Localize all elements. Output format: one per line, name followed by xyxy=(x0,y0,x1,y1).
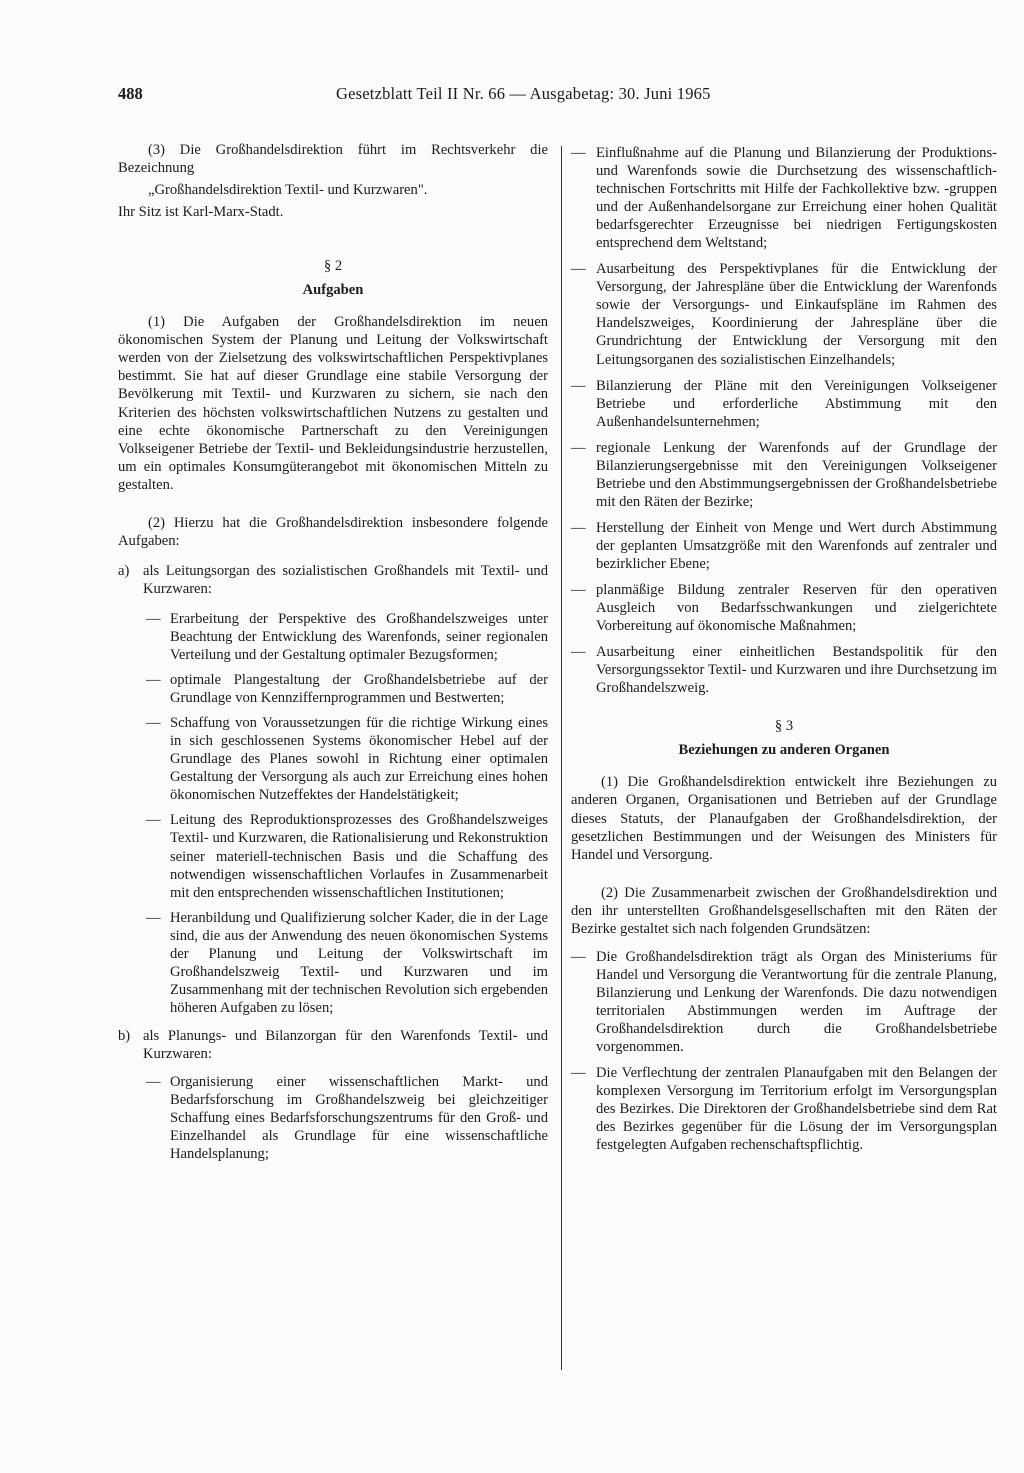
list-item-text: Ausarbeitung des Perspektivplanes für die Entwicklung der Versorgung, der Jahrespläne über die Entwicklung der Warenfonds sowie der Versorgungs- und Einkaufspläne im Rahmen des Handelszweiges, Koordinierung der Jahrespläne über die Grundrichtung der Entwicklung der Versorgung mit den Leitungsorganen des sozialistischen Einzelhandels; xyxy=(596,261,997,368)
list-item-text: Heranbildung und Qualifizierung solcher Kader, die in der Lage sind, die aus der Anwendung des neuen ökonomischen Systems der Planung und Leitung der Volkswirtschaft im Großhandelszweig Textil- und Kurzwaren und im Zusammenhang mit der technischen Revolution sich ergebenden höheren Aufgaben zu lösen; xyxy=(170,909,548,1016)
dash-marker: — xyxy=(571,948,586,965)
section2-para2: (2) Hierzu hat die Großhandelsdirektion insbesondere folgende Aufgaben: xyxy=(118,514,548,549)
section3-heading xyxy=(571,717,997,759)
list-item-text: Herstellung der Einheit von Menge und Wert durch Abstimmung der geplanten Umsatzgröße mit den Warenfonds auf zentraler und bezirklicher Ebene; xyxy=(596,519,997,572)
section2-number: § 2 xyxy=(323,258,343,275)
running-title: Gesetzblatt Teil II Nr. 66 — Ausgabetag: 30. Juni 1965 xyxy=(336,84,711,103)
dash-marker: — xyxy=(571,439,586,456)
dash-marker: — xyxy=(571,582,586,599)
dash-marker: — xyxy=(146,812,161,829)
list-item-text: Einflußnahme auf die Planung und Bilanzierung der Produktions- und Warenfonds sowie die Durchsetzung des wissenschaftlich-technischen Fortschritts mit Hilfe der Fachkollektive bzw. -gruppen und der Außenhandelsorgane zur Erreichung einer hohen Qualität bedarfsgerechter Erzeugnisse bei niedrigen Fertigungskosten entsprechend dem Weltstand; xyxy=(596,145,997,252)
dash-marker: — xyxy=(571,644,586,661)
list-item xyxy=(571,643,997,697)
list-item xyxy=(146,714,548,804)
list-item xyxy=(571,144,997,252)
list-item-text: Schaffung von Voraussetzungen für die richtige Wirkung eines in sich geschlossenen Systems ökonomischer Hebel auf der Grundlage des Planes sowohl in Richtung einer optimalen Gestaltung der Versorgung als auch zur Erreichung eines hohen ökonomischen Nutzeffektes der Handelstätigkeit; xyxy=(170,715,548,804)
section1-para3-name: „Großhandelsdirektion Textil- und Kurzwaren". xyxy=(148,182,428,199)
section3-title: Beziehungen zu anderen Organen xyxy=(678,742,890,759)
list-item-text: als Planungs- und Bilanzorgan für den Warenfonds Textil- und Kurzwaren: xyxy=(143,1027,548,1062)
list-item xyxy=(571,377,997,431)
list-marker: b) xyxy=(118,1027,131,1044)
list-item xyxy=(146,811,548,901)
section3-para2: (2) Die Zusammenarbeit zwischen der Großhandelsdirektion und den ihr unterstellten Großhandelsgesellschaften mit den Räten der Bezirke gestaltet sich nach folgenden Grundsätzen: xyxy=(571,884,997,937)
dash-marker: — xyxy=(571,145,586,161)
list-item xyxy=(571,948,997,1056)
section1-para3-intro: (3) Die Großhandelsdirektion führt im Rechtsverkehr die Bezeichnung xyxy=(118,142,548,177)
list-item xyxy=(571,581,997,635)
list-item-a xyxy=(118,562,548,598)
list-item xyxy=(571,439,997,511)
page-header xyxy=(118,84,998,108)
dash-marker: — xyxy=(146,672,161,689)
list-item-text: Ausarbeitung einer einheitlichen Bestandspolitik für den Versorgungssektor Textil- und Kurzwaren und ihre Durchsetzung im Großhandelszweig. xyxy=(596,644,997,697)
list-item-text: als Leitungsorgan des sozialistischen Großhandels mit Textil- und Kurzwaren: xyxy=(143,562,548,597)
list-item-text: Die Großhandelsdirektion trägt als Organ des Ministeriums für Handel und Versorgung die Verantwortung für die zentrale Planung, Bilanzierung und Lenkung der Warenfonds. Die dazu notwendigen territorialen Abstimmungen werden im Auftrage der Großhandelsdirektion durch die Großhandelsbetriebe vorgenommen. xyxy=(596,948,997,1056)
list-item-text: Organisierung einer wissenschaftlichen Markt- und Bedarfsforschung im Großhandelszweig bei gleichzeitiger Schaffung eines Bedarfsforschungszentrums für den Groß- und Einzelhandel als Grundlage für eine wissenschaftliche Handelsplanung; xyxy=(170,1074,548,1163)
dash-marker: — xyxy=(146,1074,161,1091)
list-item-b xyxy=(118,1027,548,1063)
list-item xyxy=(146,671,548,707)
dash-marker: — xyxy=(571,377,586,394)
column-divider xyxy=(561,146,562,1370)
dash-marker: — xyxy=(571,261,586,278)
section1-para3-seat: Ihr Sitz ist Karl-Marx-Stadt. xyxy=(118,204,284,221)
list-item xyxy=(146,610,548,664)
page-number: 488 xyxy=(118,84,143,103)
section3-para1: (1) Die Großhandelsdirektion entwickelt ihre Beziehungen zu anderen Organen, Organisationen und Betrieben auf der Grundlage dieses Statuts, der Planaufgaben der Großhandelsdirektion, der gesetzlichen Bestimmungen und der Weisungen des Ministers für Handel und Versorgung. xyxy=(571,774,997,863)
list-item-text: Erarbeitung der Perspektive des Großhandelszweiges unter Beachtung der Entwicklung des Warenfonds, seiner regionalen Verteilung und der Gestaltung optimaler Bezugsformen; xyxy=(170,610,548,664)
list-item-text: optimale Plangestaltung der Großhandelsbetriebe auf der Grundlage von Kennziffernprogrammen und Bestwerten; xyxy=(170,672,548,707)
list-marker: a) xyxy=(118,562,130,579)
list-item xyxy=(571,1064,997,1154)
list-item-text: Leitung des Reproduktionsprozesses des Großhandelszweiges Textil- und Kurzwaren, die Rationalisierung und Rekonstruktion seiner materiell-technischen Basis und die Schaffung des notwendigen wissenschaftlichen Vorlaufes in Zusammenarbeit mit den entsprechenden wissenschaftlichen Institutionen; xyxy=(170,812,548,901)
section2-heading xyxy=(118,257,548,299)
list-item-text: regionale Lenkung der Warenfonds auf der Grundlage der Bilanzierungsergebnisse mit den Vereinigungen Volkseigener Betriebe und den Abstimmungsergebnissen der Großhandelsbetriebe mit den Räten der Bezirke; xyxy=(596,439,997,510)
dash-marker: — xyxy=(571,1065,586,1082)
section2-title: Aufgaben xyxy=(302,282,364,299)
dash-marker: — xyxy=(146,909,161,926)
section3-number: § 3 xyxy=(774,718,794,735)
list-item-text: planmäßige Bildung zentraler Reserven für den operativen Ausgleich von Bedarfsschwankungen und zielgerichtete Vorbereitung auf ökonomische Maßnahmen; xyxy=(596,582,997,635)
list-item xyxy=(571,519,997,573)
right-column xyxy=(571,144,997,1154)
left-column xyxy=(118,141,548,1163)
list-item-text: Die Verflechtung der zentralen Planaufgaben mit den Belangen der komplexen Versorgung im Territorium erfolgt im Versorgungsplan des Bezirkes. Die Direktoren der Großhandelsbetriebe sind dem Rat des Bezirkes gegenüber für die Lösung der im Versorgungsplan festgelegten Aufgaben rechenschaftspflichtig. xyxy=(596,1065,997,1154)
section2-para1: (1) Die Aufgaben der Großhandelsdirektion im neuen ökonomischen System der Planung und Leitung der Volkswirtschaft werden von der Zielsetzung des volkswirtschaftlichen Perspektivplanes bestimmt. Sie hat auf dieser Grundlage eine stabile Versorgung der Bevölkerung mit Textil- und Kurzwaren zu sichern, sie nach den Kriterien des höchsten volkswirtschaftlichen Nutzens zu gestalten und eine echte ökonomische Partnerschaft zu den Vereinigungen Volkseigener Betriebe der Textil- und Bekleidungsindustrie herzustellen, um ein optimales Konsumgüterangebot mit ökonomischen Mitteln zu gestalten. xyxy=(118,314,548,493)
list-item-text: Bilanzierung der Pläne mit den Vereinigungen Volkseigener Betriebe und erforderliche Abstimmung mit den Außenhandelsunternehmen; xyxy=(596,377,997,430)
dash-marker: — xyxy=(146,610,161,627)
list-item xyxy=(146,1073,548,1163)
list-item xyxy=(571,260,997,368)
dash-marker: — xyxy=(571,519,586,536)
dash-marker: — xyxy=(146,715,161,732)
list-item xyxy=(146,909,548,1017)
